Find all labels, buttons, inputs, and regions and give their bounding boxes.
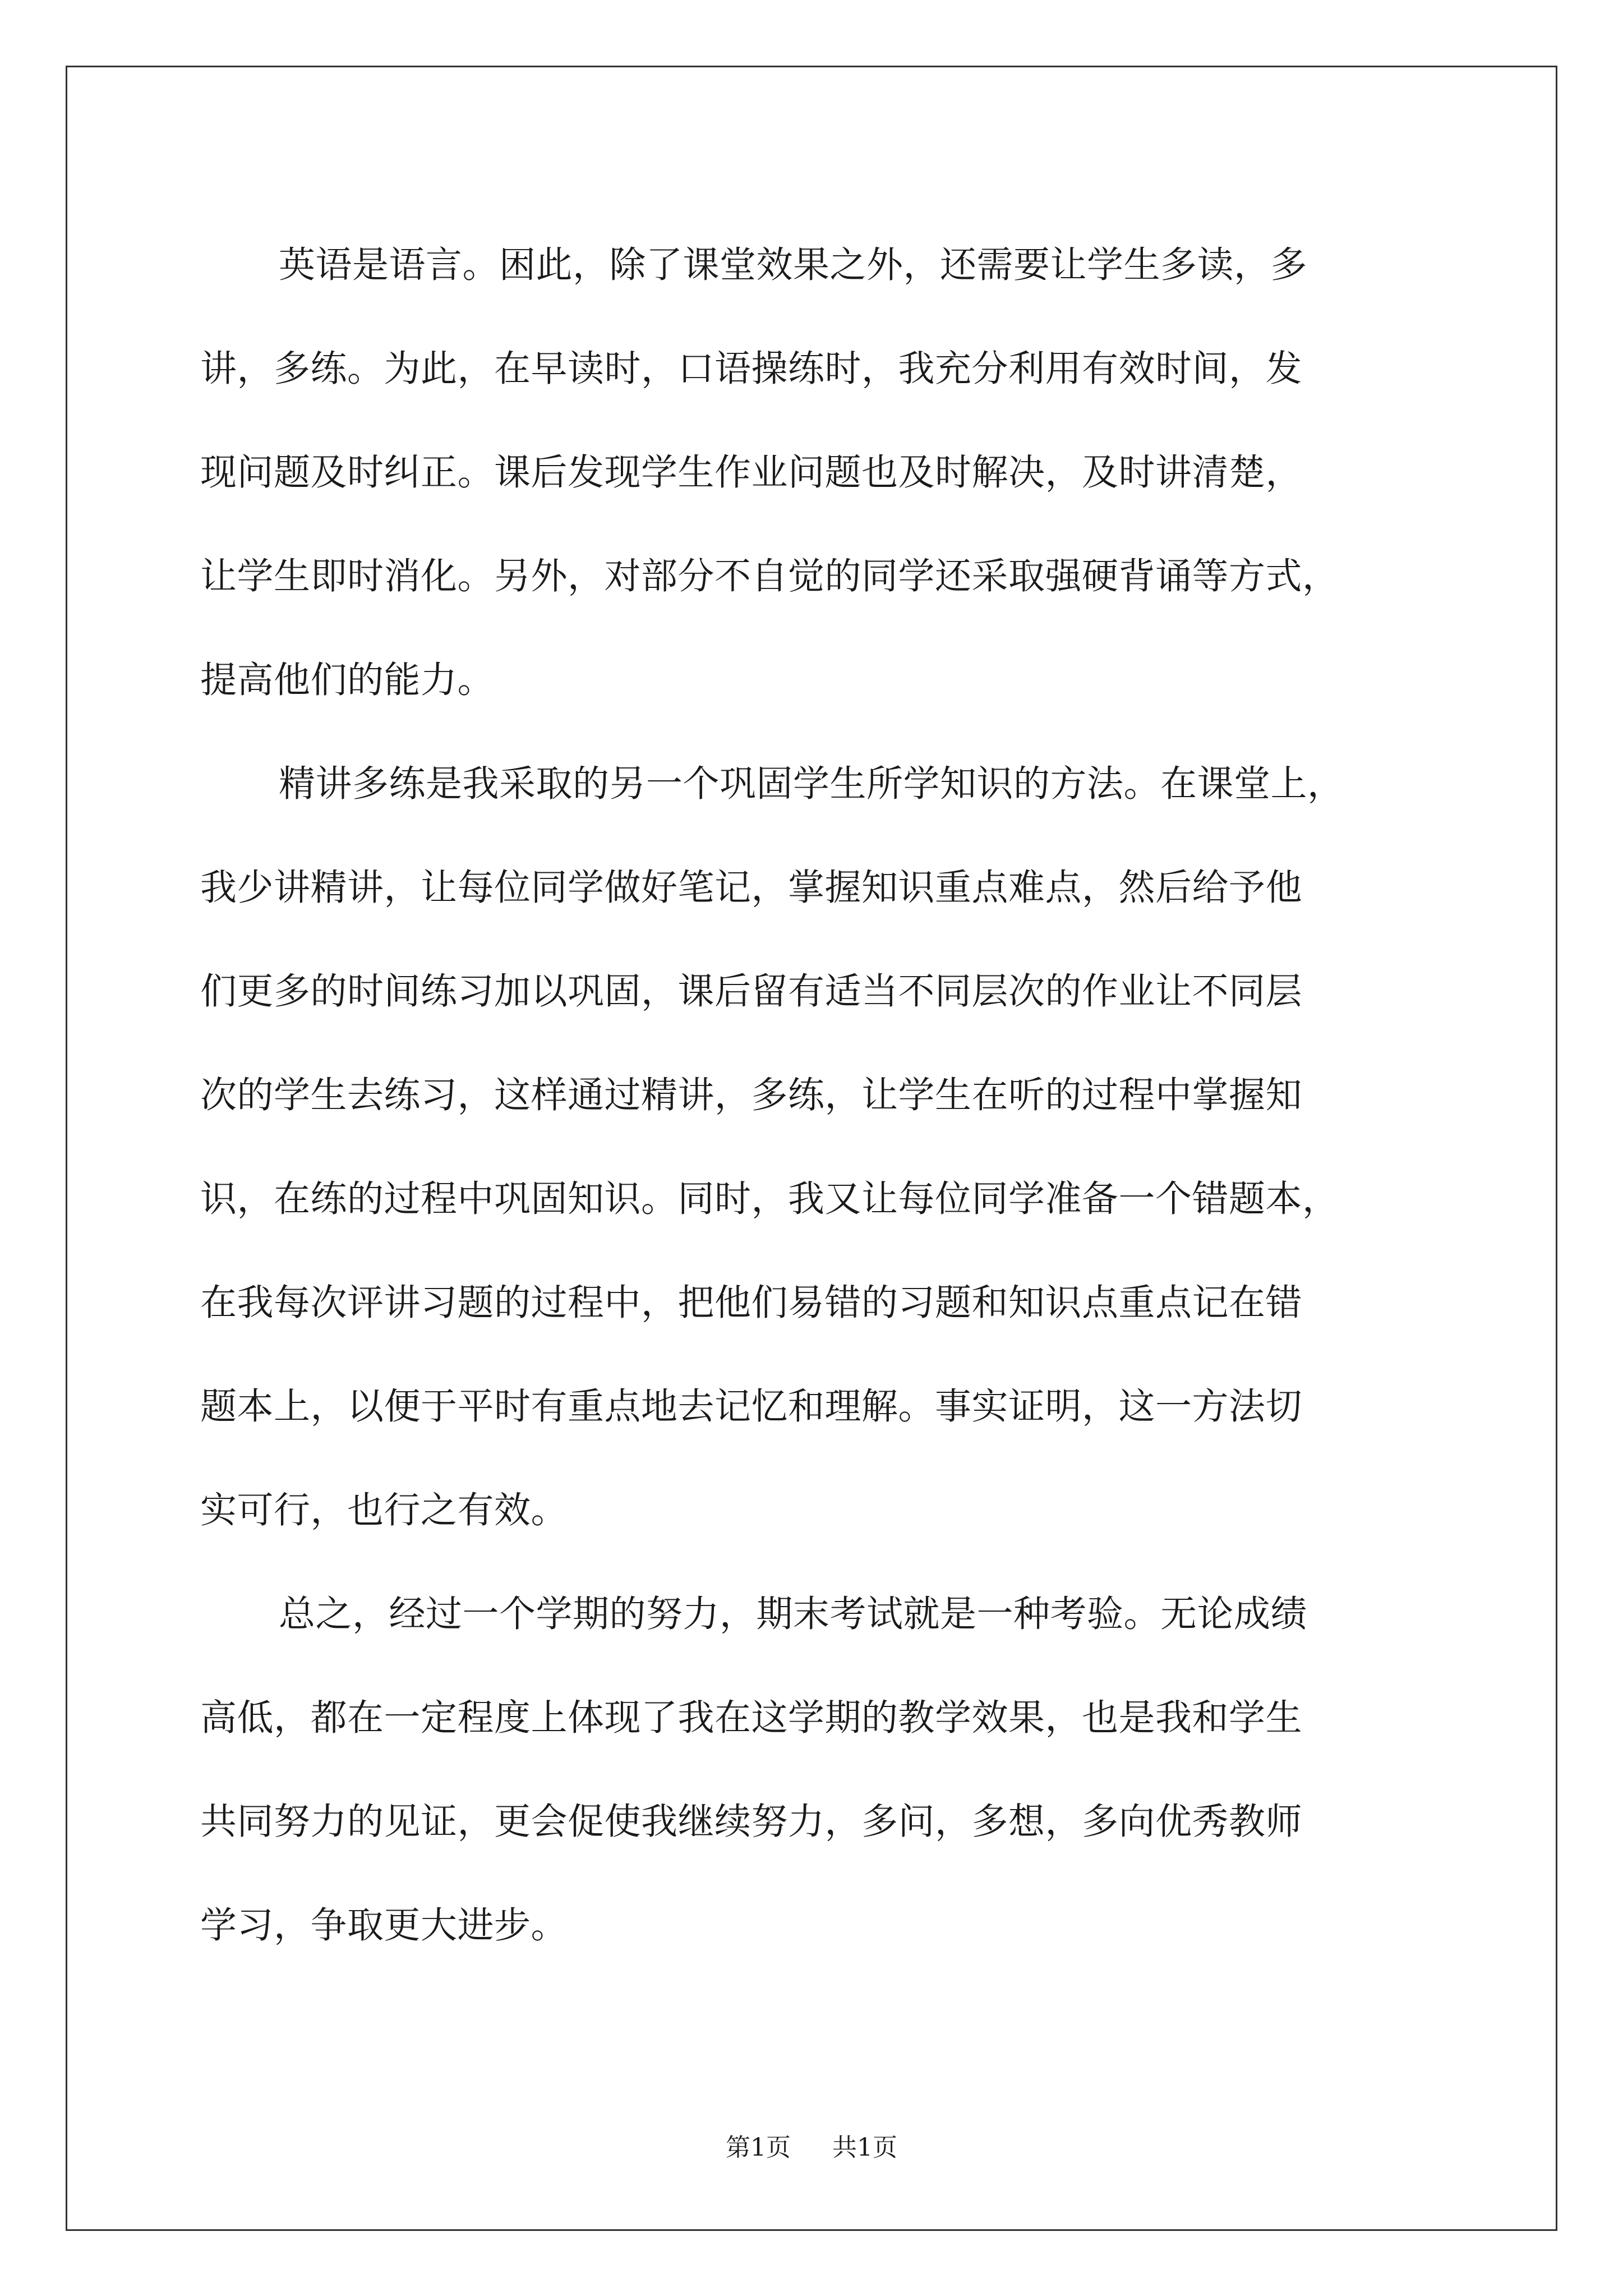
document-body xyxy=(200,213,1434,1977)
text-line: 让学生即时消化。另外，对部分不自觉的同学还采取强硬背诵等方式， xyxy=(200,555,1339,597)
text-line: 题本上，以便于平时有重点地去记忆和理解。事实证明，这一方法切 xyxy=(200,1386,1303,1428)
text-line: 英语是语言。困此，除了课堂效果之外，还需要让学生多读，多 xyxy=(279,244,1308,286)
page-total: 共1页 xyxy=(832,2133,897,2162)
text-line: 高低，都在一定程度上体现了我在这学期的教学效果，也是我和学生 xyxy=(200,1697,1303,1739)
text-line: 我少讲精讲，让每位同学做好笔记，掌握知识重点难点，然后给予他 xyxy=(200,867,1303,909)
text-line: 现问题及时纠正。课后发现学生作业问题也及时解决，及时讲清楚， xyxy=(200,452,1303,494)
text-line: 总之，经过一个学期的努力，期末考试就是一种考验。无论成绩 xyxy=(279,1593,1308,1635)
text-line: 次的学生去练习，这样通过精讲，多练，让学生在听的过程中掌握知 xyxy=(200,1074,1303,1116)
paragraph-3 xyxy=(200,1562,1434,1977)
paragraph-2 xyxy=(200,732,1434,1562)
text-line: 们更多的时间练习加以巩固，课后留有适当不同层次的作业让不同层 xyxy=(200,970,1303,1013)
text-line: 识，在练的过程中巩固知识。同时，我又让每位同学准备一个错题本， xyxy=(200,1178,1339,1220)
text-line: 共同努力的见证，更会促使我继续努力，多问，多想，多向优秀教师 xyxy=(200,1801,1303,1843)
text-line: 学习，争取更大进步。 xyxy=(200,1904,568,1947)
text-line: 讲，多练。为此，在早读时，口语操练时，我充分利用有效时间，发 xyxy=(200,348,1303,390)
page-number: 第1页 xyxy=(726,2133,791,2162)
text-line: 在我每次评讲习题的过程中，把他们易错的习题和知识点重点记在错 xyxy=(200,1282,1303,1324)
text-line: 提高他们的能力。 xyxy=(200,659,495,701)
text-line: 实可行，也行之有效。 xyxy=(200,1489,568,1531)
paragraph-1 xyxy=(200,213,1434,732)
text-line: 精讲多练是我采取的另一个巩固学生所学知识的方法。在课堂上， xyxy=(279,763,1344,805)
page-footer xyxy=(0,2127,1623,2163)
